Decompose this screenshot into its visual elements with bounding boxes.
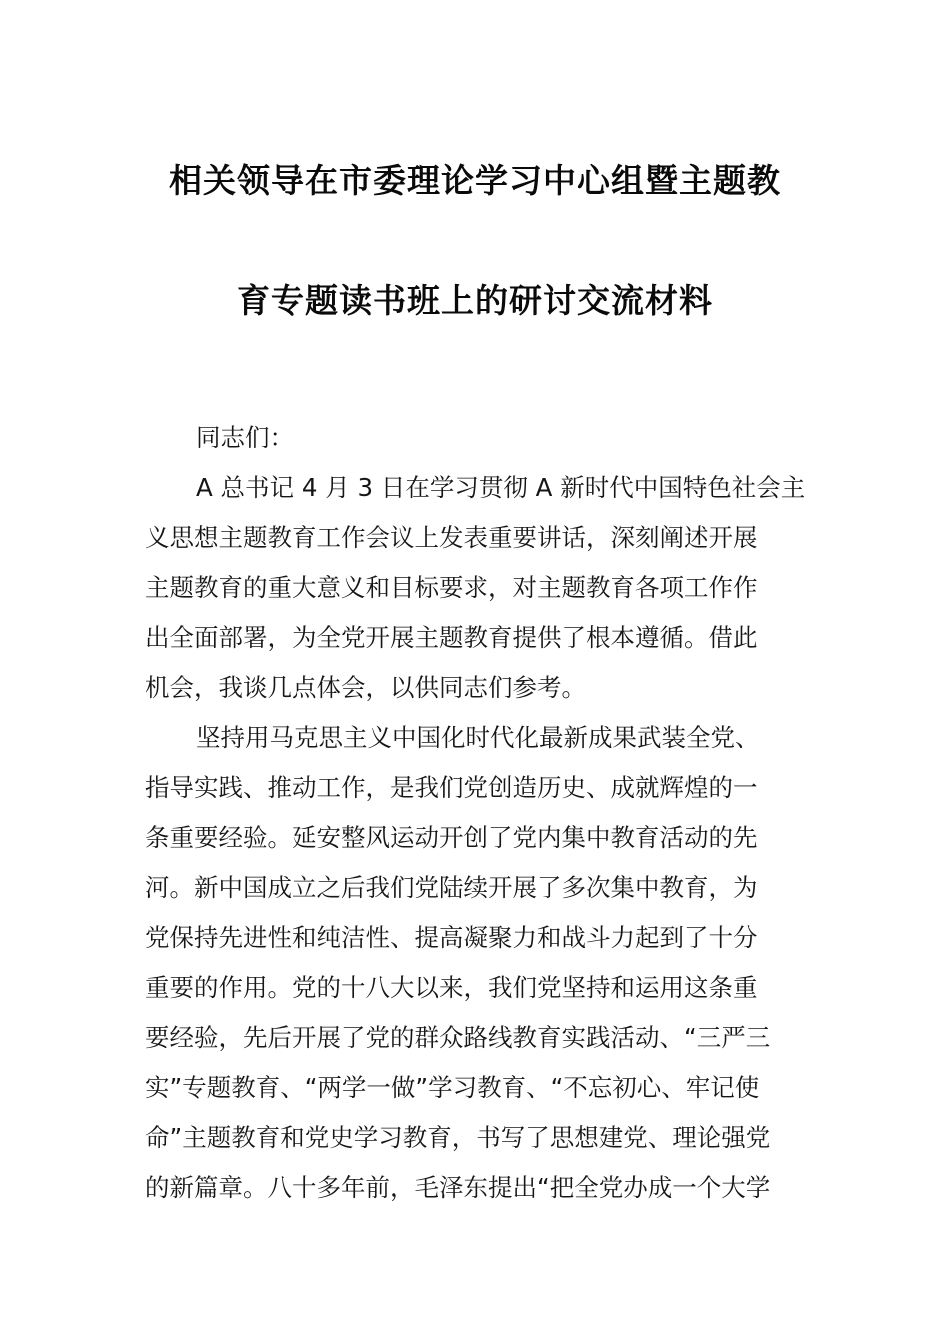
paragraph-2-line: 河。新中国成立之后我们党陆续开展了多次集中教育，为 <box>145 873 758 902</box>
paragraph-2-line: 实”专题教育、“两学一做”学习教育、“不忘初心、牢记使 <box>145 1073 760 1102</box>
salutation: 同志们： <box>196 423 294 452</box>
paragraph-2-line: 命”主题教育和党史学习教育，书写了思想建党、理论强党 <box>145 1123 771 1152</box>
paragraph-1-line: 出全面部署，为全党开展主题教育提供了根本遵循。借此 <box>145 623 758 652</box>
paragraph-2-line: 条重要经验。延安整风运动开创了党内集中教育活动的先 <box>145 823 758 852</box>
document-body <box>145 413 807 1213</box>
paragraph-2-line: 的新篇章。八十多年前，毛泽东提出“把全党办成一个大学 <box>145 1173 771 1202</box>
paragraph-1-line: 机会，我谈几点体会，以供同志们参考。 <box>145 673 586 702</box>
document-title-line-2: 育专题读书班上的研讨交流材料 <box>237 281 713 320</box>
paragraph-1-line: 义思想主题教育工作会议上发表重要讲话，深刻阐述开展 <box>145 523 758 552</box>
paragraph-1-line: 主题教育的重大意义和目标要求，对主题教育各项工作作 <box>145 573 758 602</box>
paragraph-2-line: 党保持先进性和纯洁性、提高凝聚力和战斗力起到了十分 <box>145 923 758 952</box>
paragraph-2-line: 指导实践、推动工作，是我们党创造历史、成就辉煌的一 <box>145 773 758 802</box>
paragraph-1-line: A 总书记 4 月 3 日在学习贯彻 A 新时代中国特色社会主 <box>196 473 806 502</box>
paragraph-2-line: 要经验，先后开展了党的群众路线教育实践活动、“三严三 <box>145 1023 771 1052</box>
paragraph-2-line: 重要的作用。党的十八大以来，我们党坚持和运用这条重 <box>145 973 758 1002</box>
document-title-line-1: 相关领导在市委理论学习中心组暨主题教 <box>169 161 781 200</box>
paragraph-2-line: 坚持用马克思主义中国化时代化最新成果武装全党、 <box>196 723 760 752</box>
